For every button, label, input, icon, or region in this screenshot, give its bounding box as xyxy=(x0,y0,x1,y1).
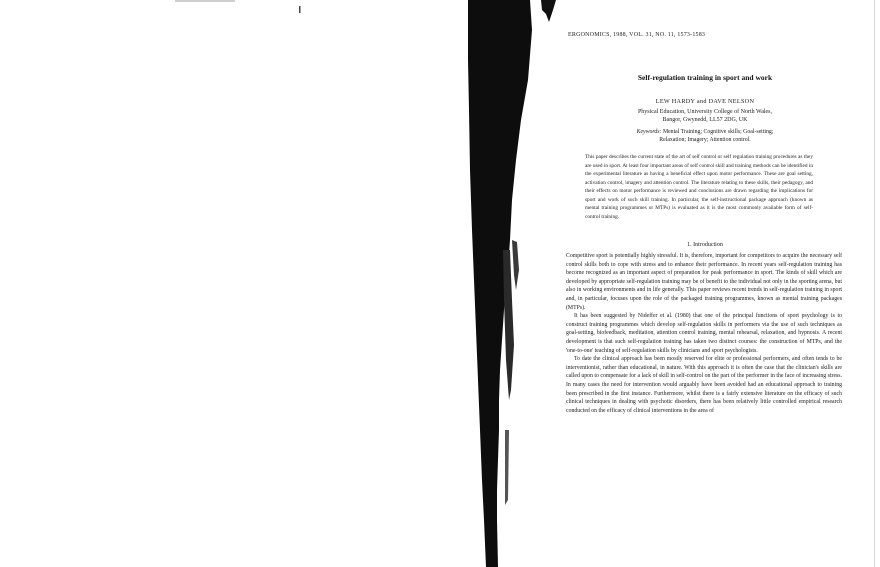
keywords xyxy=(560,128,850,144)
paragraph: It has been suggested by Nideffer et al. (1980) that one of the principal functions of sport psychology is to construct training programmes which develop self-regulation skills in performers via the use of such techniques as goal-setting, biofeedback, meditation, attention control training, mental rehearsal, relaxation, and hypnosis. A recent development is that such self-regulation training has taken two distinct courses: the construction of MTPs, and the 'one-to-one' teaching of self-regulation skills by clinicians and sport psychologists. xyxy=(566,313,842,354)
keywords-text-1: Mental Training; Cognitive skills; Goal-setting; xyxy=(662,129,774,135)
affiliation-line-2: Bangor, Gwynedd, LL57 2DG, UK xyxy=(662,117,748,123)
binding-fringe xyxy=(503,250,514,400)
paragraph: Competitive sport is potentially highly stressful. It is, therefore, important for competitors to acquire the necessary self control skills both to cope with stress and to enhance their performance. In recent years self-regulation training has become recognized as an important aspect of preparation for peak performance in sport. The kinds of skill which are developed by appropriate self-regulation training may be of benefit to the individual not only in the sporting arena, but also in working environments and in life generally. This paper reviews recent trends in self-regulation training in sport and, in particular, focuses upon the role of the packaged training programmes, known as mental training packages (MTPs). xyxy=(566,253,842,311)
article-title: Self-regulation training in sport and work xyxy=(637,73,773,82)
abstract: This paper describes the current state of the art of self control or self regulation training procedures as they are used in sport. At least four important areas of self control skill and training methods can be identified in the experimental literature as having a beneficial effect upon motor performance. These are goal setting, activation control, imagery and attention control. The literature relating to these skills, their pedagogy, and their effects on motor performance is reviewed and conclusions are drawn regarding the implications for sport and work of such skill training. In particular, the self-instructional package approach (known as mental training programmes or MTPs) is evaluated as it is the most commonly available form of self-control training. xyxy=(585,154,813,220)
binding-shadow xyxy=(468,0,532,567)
keywords-line-2: Relaxation; Imagery; Attention control. xyxy=(659,137,751,143)
corner-fold xyxy=(541,0,556,22)
paragraph: To date the clinical approach has been mostly reserved for elite or professional performers, and often tends to be interventionist, rather than educational, in nature. With this approach it is often the case that the clinician's skills are called upon to compensate for a lack of skill in self-control on the part of the performer in the face of increasing stress. In many cases the need for intervention would arguably have been avoided had an educational approach to training been prescribed in the first instance. Furthermore, whilst there is a fairly extensive literature on the efficacy of such clinical techniques in dealing with psychotic disorders, there has been relatively little controlled empirical research conducted on the efficacy of clinical interventions in the area of xyxy=(566,356,842,414)
keywords-label: Keywords: xyxy=(636,129,662,135)
body-text xyxy=(566,252,842,415)
running-head: ERGONOMICS, 1988, VOL. 31, NO. 11, 1573-1583 xyxy=(568,32,706,38)
article-authors: LEW HARDY and DAVE NELSON xyxy=(655,98,755,105)
scan-speck xyxy=(175,0,235,2)
keywords-line-1 xyxy=(560,128,850,136)
binding-fringe xyxy=(512,240,519,290)
scan-speck xyxy=(299,6,301,13)
author-affiliation xyxy=(560,108,850,124)
page-edge xyxy=(874,0,875,567)
binding-fringe xyxy=(505,430,509,505)
affiliation-line-1: Physical Education, University College of North Wales, xyxy=(637,109,773,115)
section-heading-introduction: 1. Introduction xyxy=(687,242,723,248)
